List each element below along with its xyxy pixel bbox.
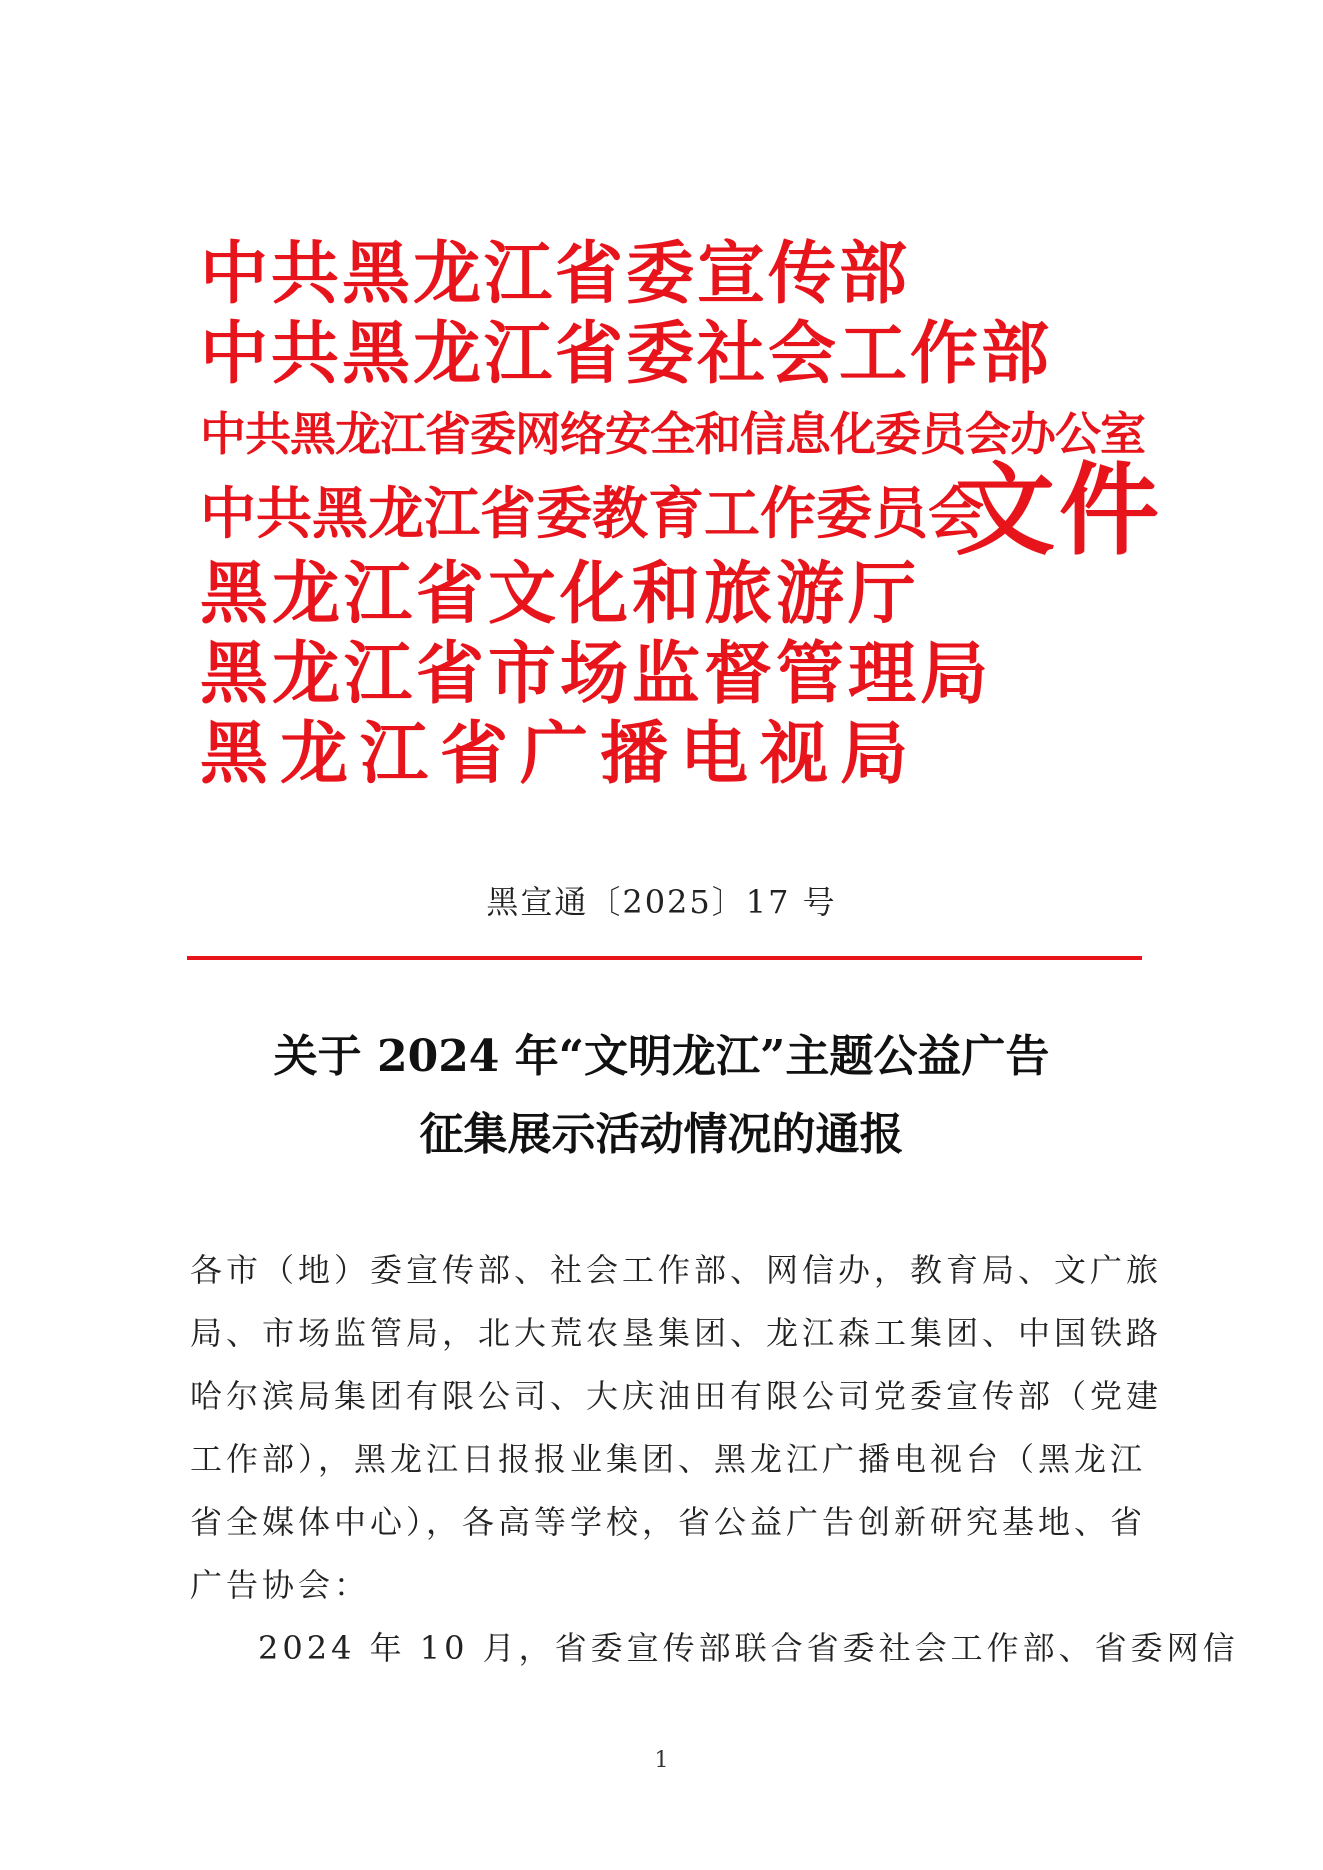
body-paragraph: 2024 年 10 月，省委宣传部联合省委社会工作部、省委网信	[258, 1629, 1239, 1667]
page-number: 1	[654, 1748, 669, 1773]
issuer-name: 黑龙江省市场监督管理局	[200, 634, 993, 714]
issuer-name: 中共黑龙江省委教育工作委员会	[200, 481, 984, 547]
document-number: 黑宣通〔2025〕17 号	[486, 883, 837, 921]
addressee-line: 省全媒体中心），各高等学校，省公益广告创新研究基地、省	[190, 1503, 1147, 1541]
title-line-1: 关于 2024 年“文明龙江”主题公益广告	[273, 1031, 1050, 1082]
addressee-line: 广告协会：	[190, 1566, 371, 1604]
issuer-name: 黑龙江省文化和旅游厅	[200, 554, 921, 634]
red-divider-line	[187, 956, 1142, 960]
document-body	[190, 1239, 1239, 1680]
issuer-name: 中共黑龙江省委宣传部	[200, 234, 911, 314]
title-line-2: 征集展示活动情况的通报	[419, 1109, 904, 1160]
document-header-word: 文件	[955, 451, 1163, 569]
document-title	[0, 1018, 1323, 1174]
addressee-line: 工作部），黑龙江日报报业集团、黑龙江广播电视台（黑龙江	[190, 1440, 1147, 1478]
addressee-line: 局、市场监管局，北大荒农垦集团、龙江森工集团、中国铁路	[190, 1314, 1163, 1352]
issuer-name: 中共黑龙江省委社会工作部	[200, 314, 1053, 394]
issuer-name: 黑龙江省广播电视局	[200, 714, 921, 794]
addressee-line: 各市（地）委宣传部、社会工作部、网信办，教育局、文广旅	[190, 1251, 1163, 1289]
issuer-name: 中共黑龙江省委网络安全和信息化委员会办公室	[200, 407, 1145, 461]
addressee-line: 哈尔滨局集团有限公司、大庆油田有限公司党委宣传部（党建	[190, 1377, 1163, 1415]
